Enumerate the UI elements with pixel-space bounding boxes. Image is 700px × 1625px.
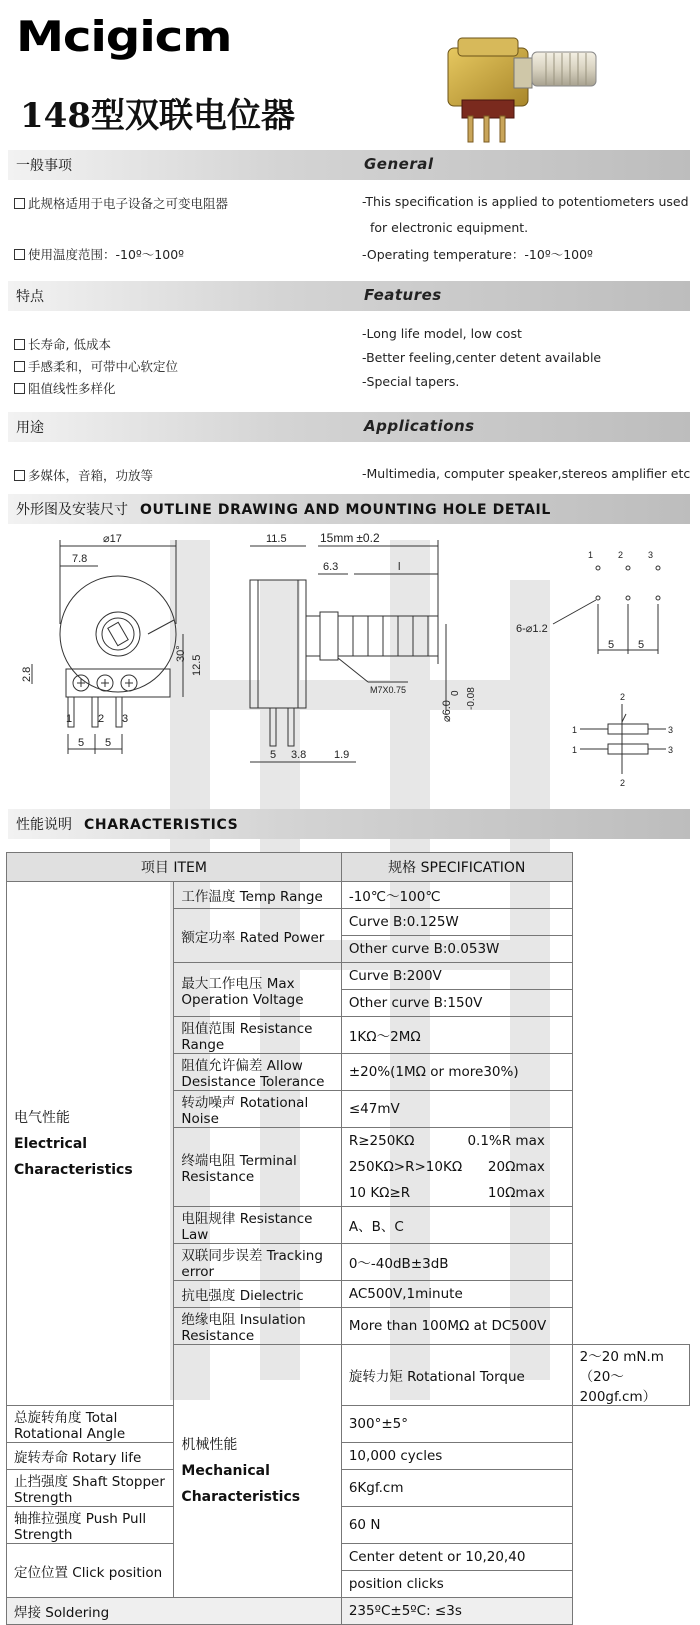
- features-cn-item-2: 手感柔和，可带中心软定位: [14, 357, 178, 375]
- side-view: [250, 540, 446, 762]
- val-max-voltage-1: Curve B:200V: [341, 963, 572, 990]
- val-click-position-1: Center detent or 10,20,40: [341, 1544, 572, 1571]
- table-row: [7, 1598, 690, 1625]
- val-soldering: 235ºC±5ºC: ≤3s: [341, 1598, 572, 1625]
- dim-15mm: 15mm ±0.2: [320, 531, 380, 545]
- table-row: [7, 1544, 690, 1571]
- section-general-cn: 一般事项: [16, 158, 72, 174]
- holes-spec: 6-⌀1.2: [516, 623, 548, 635]
- section-characteristics-title: 性能说明 CHARACTERISTICS: [16, 817, 239, 833]
- dim-5-b: 5: [105, 737, 112, 749]
- item-rotary-life: 旋转寿命 Rotary life: [7, 1443, 174, 1470]
- val-rated-power-1: Curve B:0.125W: [341, 909, 572, 936]
- val-stopper-strength: 6Kgf.cm: [341, 1470, 572, 1507]
- section-general-en: General: [364, 155, 434, 173]
- header-item: 项目 ITEM: [7, 853, 342, 882]
- val-resistance-law: A、B、C: [341, 1207, 572, 1244]
- schem-pin-1b: 1: [572, 745, 578, 755]
- val-rotational-noise: ≤47mV: [341, 1091, 572, 1128]
- hole-pin-2: 2: [618, 550, 624, 560]
- schem-pin-2b: 2: [620, 778, 626, 788]
- table-row: [7, 1470, 690, 1507]
- item-max-voltage: 最大工作电压 Max Operation Voltage: [174, 963, 341, 1017]
- features-en-line-1: -Long life model, low cost: [362, 326, 522, 341]
- features-en-line-3: -Special tapers.: [362, 374, 460, 389]
- table-row: [7, 1406, 690, 1443]
- section-features-cn: 特点: [16, 289, 44, 305]
- dim-5-c: 5: [270, 749, 277, 761]
- item-dielectric: 抗电强度 Dielectric: [174, 1281, 341, 1308]
- dim-11-5: 11.5: [266, 533, 287, 545]
- item-resistance-range: 阻值范围 Resistance Range: [174, 1017, 341, 1054]
- item-soldering: 焊接 Soldering: [7, 1598, 342, 1625]
- schem-pin-2a: 2: [620, 692, 626, 702]
- hole-pin-1: 1: [588, 550, 594, 560]
- item-temp-range: 工作温度 Temp Range: [174, 882, 341, 909]
- val-max-voltage-2: Other curve B:150V: [341, 990, 572, 1017]
- item-resistance-law: 电阻规律 Resistance Law: [174, 1207, 341, 1244]
- section-characteristics-header: [8, 809, 690, 839]
- dim-5-e: 5: [638, 639, 645, 651]
- val-total-angle: 300°±5°: [341, 1406, 572, 1443]
- hole-pin-3: 3: [648, 550, 654, 560]
- general-en-line-3: -Operating temperature：-10º～100º: [362, 247, 593, 262]
- checkbox-icon: [14, 470, 25, 481]
- general-en-line-2: for electronic equipment.: [370, 220, 529, 235]
- item-insulation: 绝缘电阻 Insulation Resistance: [174, 1308, 341, 1345]
- dim-diameter-17: ⌀17: [103, 533, 122, 545]
- dim-5-d: 5: [608, 639, 615, 651]
- section-outline-title: 外形图及安装尺寸 OUTLINE DRAWING AND MOUNTING HOLE DETAIL: [16, 502, 551, 518]
- item-rotational-noise: 转动噪声 Rotational Noise: [174, 1091, 341, 1128]
- general-cn-item-2: 使用温度范围：-10º～100º: [14, 245, 184, 263]
- pin-label-1: 1: [66, 713, 73, 725]
- val-terminal-resistance: R≥250KΩ 0.1%R max 250KΩ>R>10KΩ 20Ωmax 10 KΩ≥R 10Ωmax: [341, 1128, 572, 1207]
- front-view: [32, 540, 183, 754]
- group-electrical: 电气性能 Electrical Characteristics: [7, 882, 174, 1406]
- table-row: [7, 1443, 690, 1470]
- section-outline-header: [8, 494, 690, 524]
- header-spec: 规格 SPECIFICATION: [341, 853, 572, 882]
- val-insulation: More than 100MΩ at DC500V: [341, 1308, 572, 1345]
- val-resistance-range: 1KΩ～2MΩ: [341, 1017, 572, 1054]
- item-rated-power: 额定功率 Rated Power: [174, 909, 341, 963]
- val-temp-range: -10℃～100℃: [341, 882, 572, 909]
- shaft-tolerance-top: 0: [450, 690, 461, 696]
- item-tolerance: 阻值允许偏差 Allow Desistance Tolerance: [174, 1054, 341, 1091]
- val-rotational-torque: 2～20 mN.m（20～200gf.cm）: [572, 1345, 689, 1406]
- outline-drawing: [8, 524, 692, 808]
- checkbox-icon: [14, 361, 25, 372]
- dim-5-a: 5: [78, 737, 85, 749]
- spec-table-header: [7, 853, 690, 882]
- section-applications-cn: 用途: [16, 420, 44, 436]
- brand-logo: Mcigicm: [16, 12, 232, 61]
- page-title: 148型双联电位器: [20, 96, 295, 136]
- shaft-diameter: ⌀6.0: [441, 700, 453, 722]
- features-cn-item-3: 阻值线性多样化: [14, 379, 116, 397]
- section-applications-en: Applications: [364, 417, 475, 435]
- section-features-en: Features: [364, 286, 442, 304]
- applications-cn-item-1: 多媒体，音箱，功放等: [14, 466, 153, 484]
- section-applications-header: [8, 412, 690, 442]
- checkbox-icon: [14, 198, 25, 209]
- item-stopper-strength: 止挡强度 Shaft Stopper Strength: [7, 1470, 174, 1507]
- val-rotary-life: 10,000 cycles: [341, 1443, 572, 1470]
- dim-12-5: 12.5: [191, 654, 203, 676]
- item-click-position: 定位位置 Click position: [7, 1544, 174, 1598]
- pin-label-2: 2: [98, 713, 105, 725]
- spec-table: [6, 852, 690, 1625]
- dim-1-9: 1.9: [334, 749, 350, 761]
- general-cn-item-1: 此规格适用于电子设备之可变电阻器: [14, 194, 228, 212]
- schem-pin-1a: 1: [572, 725, 578, 735]
- checkbox-icon: [14, 383, 25, 394]
- checkbox-icon: [14, 339, 25, 350]
- dim-2-8: 2.8: [21, 666, 33, 682]
- item-push-pull: 轴推拉强度 Push Pull Strength: [7, 1507, 174, 1544]
- features-en-line-2: -Better feeling,center detent available: [362, 350, 602, 365]
- thread-spec: M7X0.75: [370, 685, 407, 695]
- item-total-angle: 总旋转角度 Total Rotational Angle: [7, 1406, 174, 1443]
- dim-3-8: 3.8: [291, 749, 307, 761]
- potentiometer-photo: [428, 8, 618, 148]
- dim-6-3: 6.3: [323, 561, 339, 573]
- dim-7-8: 7.8: [72, 553, 88, 565]
- schem-pin-3a: 3: [668, 725, 674, 735]
- val-tolerance: ±20%(1MΩ or more30%): [341, 1054, 572, 1091]
- features-cn-item-1: 长寿命, 低成本: [14, 335, 111, 353]
- schem-pin-3b: 3: [668, 745, 674, 755]
- item-rotational-torque: 旋转力矩 Rotational Torque: [341, 1345, 572, 1406]
- section-general-header: [8, 150, 690, 180]
- general-en-line-1: -This specification is applied to potentiometers used: [362, 194, 689, 209]
- group-mechanical: 机械性能 Mechanical Characteristics: [174, 1345, 341, 1598]
- val-rated-power-2: Other curve B:0.053W: [341, 936, 572, 963]
- pin-label-3: 3: [122, 713, 129, 725]
- dim-l: l: [398, 561, 401, 573]
- dim-30-deg: 30°: [175, 645, 187, 662]
- item-terminal-resistance: 终端电阻 Terminal Resistance: [174, 1128, 341, 1207]
- shaft-tolerance-bottom: -0.08: [466, 687, 477, 710]
- val-push-pull: 60 N: [341, 1507, 572, 1544]
- val-click-position-2: position clicks: [341, 1571, 572, 1598]
- val-tracking-error: 0～-40dB±3dB: [341, 1244, 572, 1281]
- section-features-header: [8, 281, 690, 311]
- applications-en-line-1: -Multimedia, computer speaker,stereos amplifier etc: [362, 466, 691, 481]
- checkbox-icon: [14, 249, 25, 260]
- val-dielectric: AC500V,1minute: [341, 1281, 572, 1308]
- circuit-schematic: [580, 704, 666, 774]
- table-row: [7, 1507, 690, 1544]
- item-tracking-error: 双联同步误差 Tracking error: [174, 1244, 341, 1281]
- table-row: [7, 882, 690, 909]
